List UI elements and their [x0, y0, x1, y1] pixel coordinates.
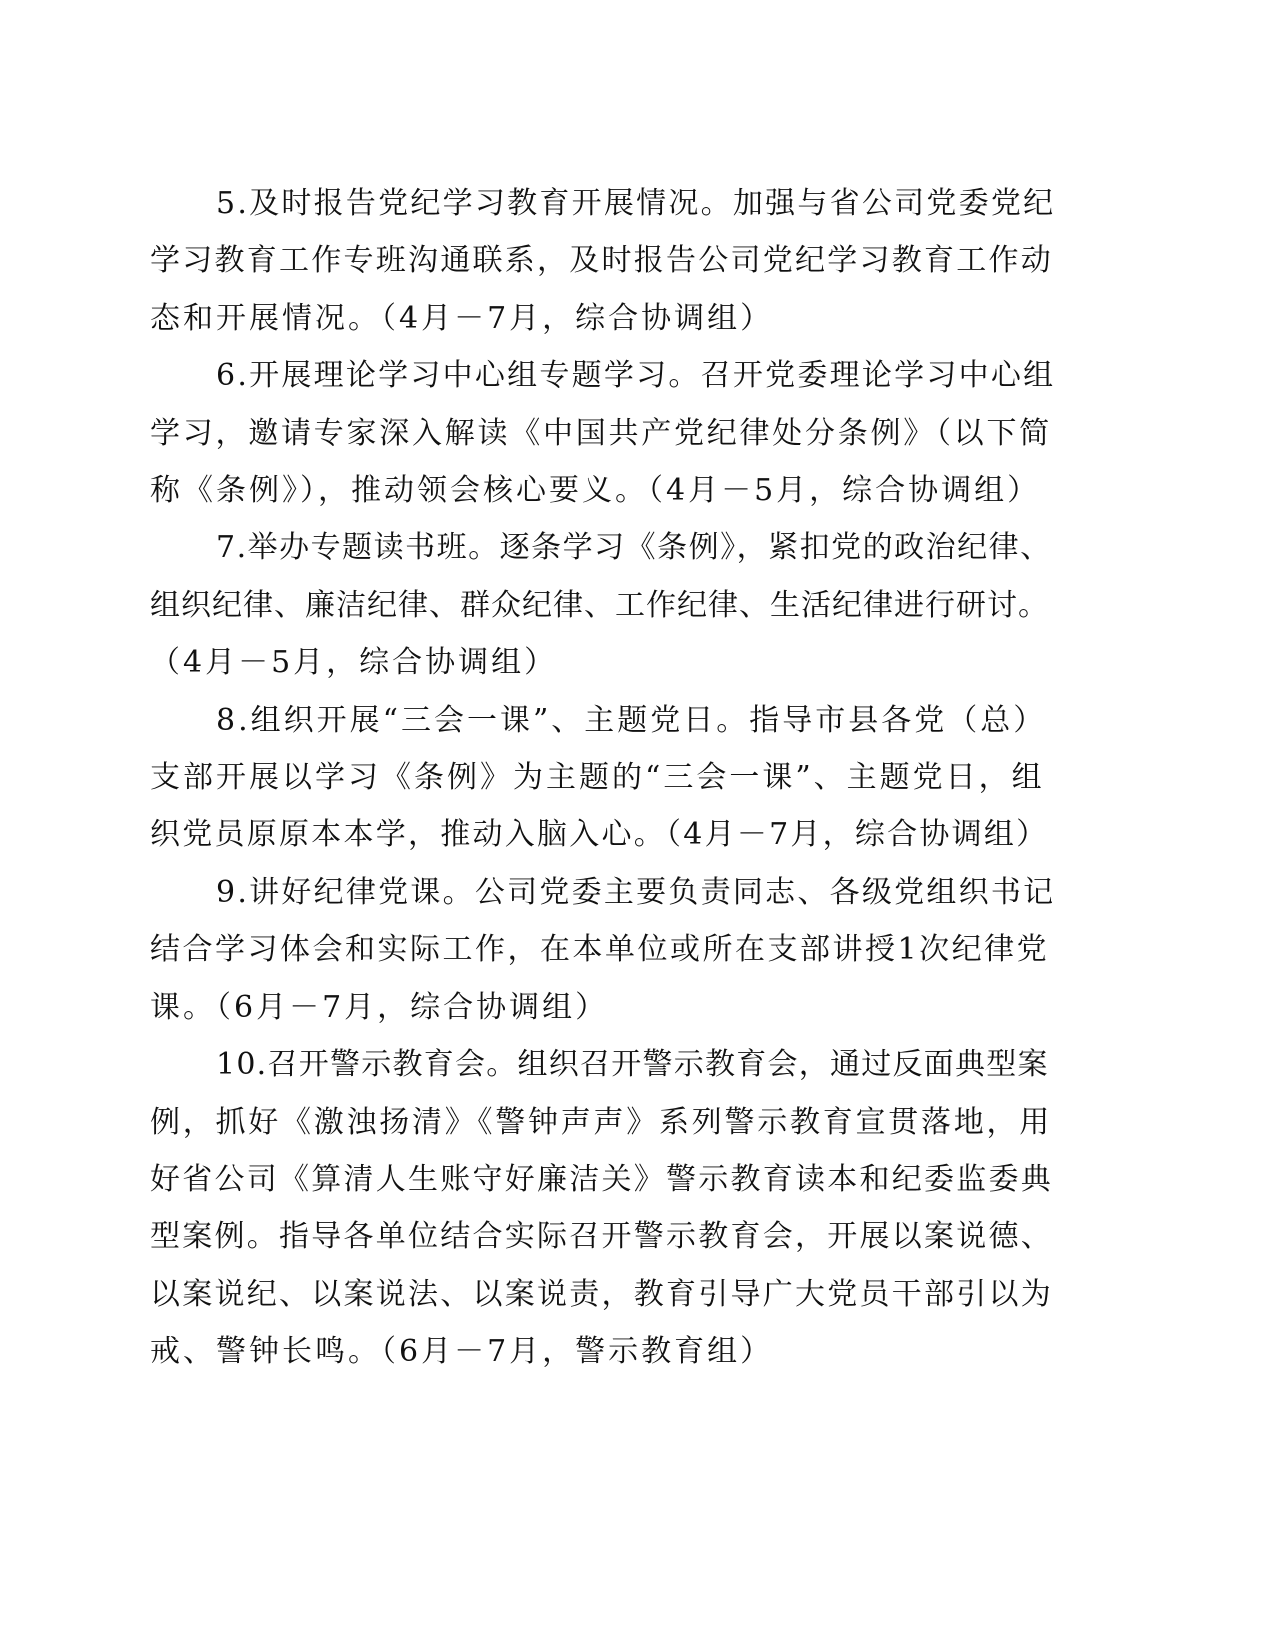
paragraph-line: 9.讲好纪律党课。公司党委主要负责同志、各级党组织书记: [216, 874, 1056, 910]
paragraph-line: 组织纪律、廉洁纪律、群众纪律、工作纪律、生活纪律进行研讨。: [150, 587, 1049, 623]
paragraph-line: （4月－5月，综合协调组）: [150, 645, 558, 681]
paragraph-line: 戒、警钟长鸣。（6月－7月，警示教育组）: [150, 1334, 774, 1370]
paragraph-line: 织党员原原本本学，推动入脑入心。（4月－7月，综合协调组）: [150, 817, 1049, 853]
paragraph-line: 10.召开警示教育会。组织召开警示教育会，通过反面典型案: [216, 1047, 1049, 1083]
paragraph-line: 称《条例》），推动领会核心要义。（4月－5月，综合协调组）: [150, 473, 1041, 509]
document-body: [150, 175, 1055, 1381]
paragraph-line: 以案说纪、以案说法、以案说责，教育引导广大党员干部引以为: [150, 1276, 1053, 1312]
paragraph-line: 态和开展情况。（4月－7月，综合协调组）: [150, 300, 774, 336]
paragraph-item-6: [150, 347, 1055, 519]
paragraph-line: 6.开展理论学习中心组专题学习。召开党委理论学习中心组: [216, 358, 1056, 394]
paragraph-item-7: [150, 519, 1055, 691]
paragraph-line: 5.及时报告党纪学习教育开展情况。加强与省公司党委党纪: [216, 186, 1056, 221]
paragraph-line: 好省公司《算清人生账守好廉洁关》警示教育读本和纪委监委典: [150, 1161, 1053, 1197]
paragraph-item-10: [150, 1036, 1055, 1380]
paragraph-line: 例，抓好《激浊扬清》《警钟声声》系列警示教育宣贯落地，用: [150, 1104, 1052, 1140]
paragraph-line: 课。（6月－7月，综合协调组）: [150, 989, 609, 1025]
paragraph-line: 7.举办专题读书班。逐条学习《条例》，紧扣党的政治纪律、: [216, 530, 1052, 566]
paragraph-line: 支部开展以学习《条例》为主题的“三会一课”、主题党日，组: [150, 760, 1045, 796]
paragraph-line: 8.组织开展“三会一课”、主题党日。指导市县各党（总）: [216, 702, 1047, 738]
paragraph-item-9: [150, 864, 1055, 1036]
paragraph-line: 结合学习体会和实际工作，在本单位或所在支部讲授1次纪律党: [150, 932, 1050, 968]
paragraph-item-5: [150, 175, 1055, 347]
paragraph-line: 学习，邀请专家深入解读《中国共产党纪律处分条例》（以下简: [150, 415, 1052, 451]
paragraph-item-8: [150, 692, 1055, 864]
paragraph-line: 型案例。指导各单位结合实际召开警示教育会，开展以案说德、: [150, 1219, 1053, 1255]
paragraph-line: 学习教育工作专班沟通联系，及时报告公司党纪学习教育工作动: [150, 243, 1053, 279]
